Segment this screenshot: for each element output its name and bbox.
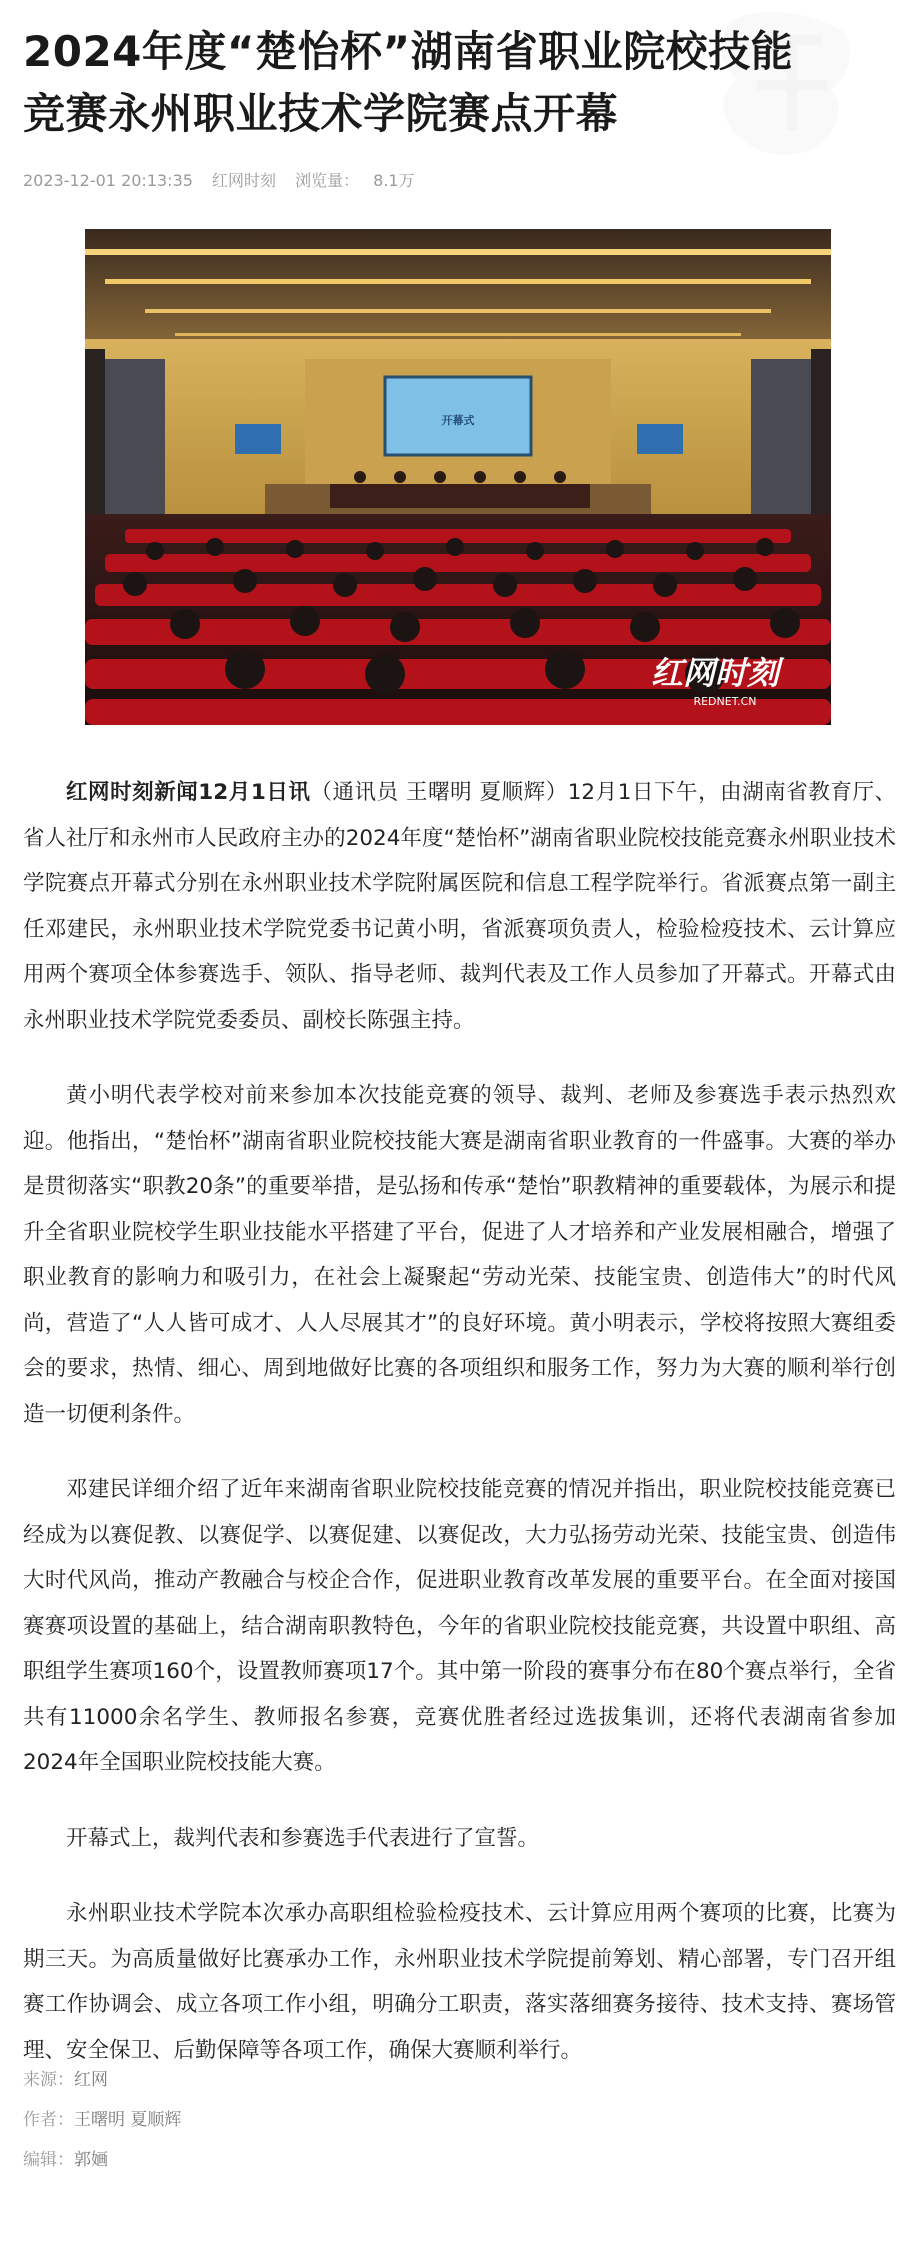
article-photo xyxy=(85,229,831,725)
article xyxy=(23,0,897,193)
footer-author-label: 作者： xyxy=(23,2110,74,2130)
paragraph-1-text: （通讯员 王曙明 夏顺辉）12月1日下午，由湖南省教育厅、省人社厅和永州市人民政府主办的2024年度“楚怡杯”湖南省职业院校技能竞赛永州职业技术学院赛点开幕式分别在永州职业技术学院附属医院和信息工程学院举行。省派赛点第一副主任邓建民，永州职业技术学院党委书记黄小明，省派赛项负责人，检验检疫技术、云计算应用两个赛项全体参赛选手、领队、指导老师、裁判代表及工作人员参加了开幕式。开幕式由永州职业技术学院党委委员、副校长陈强主持。 xyxy=(23,780,896,1033)
footer-editor xyxy=(23,2140,181,2180)
auditorium-photo xyxy=(85,229,831,725)
paragraph-1 xyxy=(23,770,896,1043)
redinet-logo-sub: REDNET.CN xyxy=(693,695,757,708)
paragraph-3: 邓建民详细介绍了近年来湖南省职业院校技能竞赛的情况并指出，职业院校技能竞赛已经成为以赛促教、以赛促学、以赛促建、以赛促改，大力弘扬劳动光荣、技能宝贵、创造伟大时代风尚，推动产教融合与校企合作，促进职业教育改革发展的重要平台。在全面对接国赛赛项设置的基础上，结合湖南职教特色，今年的省职业院校技能竞赛，共设置中职组、高职组学生赛项160个，设置教师赛项17个。其中第一阶段的赛事分布在80个赛点举行，全省共有11000余名学生、教师报名参赛，竞赛优胜者经过选拔集训，还将代表湖南省参加2024年全国职业院校技能大赛。 xyxy=(23,1477,896,1775)
title-line-1: 2024年度“楚怡杯”湖南省职业院校技能 xyxy=(23,27,794,76)
footer-source-value: 红网 xyxy=(74,2070,108,2090)
title-line-2: 竞赛永州职业技术学院赛点开幕 xyxy=(23,89,619,138)
paragraph-4: 开幕式上，裁判代表和参赛选手代表进行了宣誓。 xyxy=(66,1825,540,1851)
footer-editor-value: 郭婳 xyxy=(74,2150,108,2170)
view-count-label: 浏览量： xyxy=(295,171,360,190)
paragraph-5: 永州职业技术学院本次承办高职组检验检疫技术、云计算应用两个赛项的比赛，比赛为期三天。为高质量做好比赛承办工作，永州职业技术学院提前筹划、精心部署，专门召开组赛工作协调会、成立各项工作小组，明确分工职责，落实落细赛务接待、技术支持、赛场管理、安全保卫、后勤保障等各项工作，确保大赛顺利举行。 xyxy=(23,1901,896,2063)
view-count-value: 8.1万 xyxy=(373,171,415,190)
news-lead: 红网时刻新闻12月1日讯 xyxy=(66,780,311,805)
redinet-logo-text: 红网时刻 xyxy=(650,654,780,692)
article-body xyxy=(23,770,896,2103)
screen-text: 开幕式 xyxy=(441,414,475,427)
meta-source[interactable]: 红网时刻 xyxy=(212,171,277,190)
article-footer xyxy=(23,2060,181,2180)
publish-datetime: 2023-12-01 20:13:35 xyxy=(23,171,193,190)
footer-author-value: 王曙明 夏顺辉 xyxy=(74,2110,182,2130)
paragraph-2: 黄小明代表学校对前来参加本次技能竞赛的领导、裁判、老师及参赛选手表示热烈欢迎。他指出，“楚怡杯”湖南省职业院校技能大赛是湖南省职业教育的一件盛事。大赛的举办是贯彻落实“职教20条”的重要举措，是弘扬和传承“楚怡”职教精神的重要载体，为展示和提升全省职业院校学生职业技能水平搭建了平台，促进了人才培养和产业发展相融合，增强了职业教育的影响力和吸引力，在社会上凝聚起“劳动光荣、技能宝贵、创造伟大”的时代风尚，营造了“人人皆可成才、人人尽展其才”的良好环境。黄小明表示，学校将按照大赛组委会的要求，热情、细心、周到地做好比赛的各项组织和服务工作，努力为大赛的顺利举行创造一切便利条件。 xyxy=(23,1083,896,1427)
footer-source xyxy=(23,2060,181,2100)
footer-source-label: 来源： xyxy=(23,2070,74,2090)
article-meta xyxy=(23,169,897,193)
view-count xyxy=(295,171,428,190)
footer-editor-label: 编辑： xyxy=(23,2150,74,2170)
article-title xyxy=(23,0,897,145)
footer-author xyxy=(23,2100,181,2140)
